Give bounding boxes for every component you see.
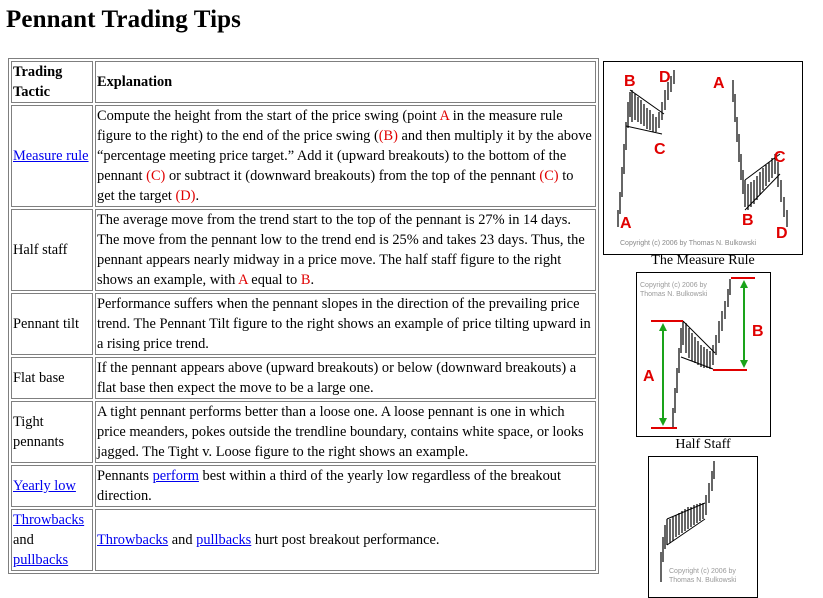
text: and — [168, 532, 197, 548]
label-a: A — [620, 215, 632, 232]
measure-rule-chart — [604, 62, 802, 254]
explanation-cell: If the pennant appears above (upward breakouts) or below (downward breakouts) a flat base then expect the move to be a large one. — [95, 357, 596, 399]
label-b: B — [624, 73, 636, 90]
measure-rule-figure — [603, 61, 803, 255]
tactic-cell: Tight pennants — [11, 401, 93, 463]
pennant-tilt-chart — [649, 457, 757, 597]
explanation-cell — [95, 105, 596, 207]
measure-rule-link[interactable]: Measure rule — [13, 148, 89, 164]
tactic-cell — [11, 509, 93, 571]
half-staff-figure — [636, 272, 771, 437]
text: and then multiply it by the above “percentage meeting price target.” Add it (upward breakouts) to the bottom of the pennant — [97, 128, 592, 184]
perform-link[interactable]: perform — [152, 468, 199, 484]
text: in the measure rule figure to the right) to the end of the price swing ( — [97, 108, 563, 144]
page-title: Pennant Trading Tips — [6, 6, 241, 33]
table-row — [11, 105, 596, 207]
text: . — [195, 188, 200, 204]
tips-table — [8, 58, 599, 574]
text: Pennants — [97, 468, 153, 484]
explanation-cell — [95, 465, 596, 507]
tactic-cell: Flat base — [11, 357, 93, 399]
text: or subtract it (downward breakouts) from the top of the pennant — [165, 168, 540, 184]
header-explanation: Explanation — [95, 61, 596, 103]
pullbacks-link[interactable]: pullbacks — [196, 532, 252, 548]
text: . — [310, 272, 315, 288]
label-d: D — [776, 225, 788, 242]
tactic-cell: Pennant tilt — [11, 293, 93, 355]
copyright-text: Thomas N. Bulkowski — [640, 291, 708, 298]
half-staff-chart — [637, 273, 770, 436]
label-a: A — [439, 108, 450, 124]
tactic-cell — [11, 465, 93, 507]
explanation-cell: A tight pennant performs better than a loose one. A loose pennant is one in which price meanders, pokes outside the trendline boundary, contains white space, or looks jagged. The Tight v. Loose figure to the right shows an example. — [95, 401, 596, 463]
level-lines — [651, 278, 755, 428]
label-b: B — [742, 212, 754, 229]
table-row — [11, 465, 596, 507]
label-c: C — [774, 149, 786, 166]
label-d: D — [659, 69, 671, 86]
explanation-cell: Performance suffers when the pennant slopes in the direction of the prevailing price trend. The Pennant Tilt figure to the right shows an example of price tilting upward in a rising price trend. — [95, 293, 596, 355]
figure-caption: Half Staff — [675, 437, 731, 452]
label-b: (B) — [378, 128, 398, 144]
throwbacks-link[interactable]: Throwbacks — [13, 512, 85, 528]
text: best within a third of the yearly low regardless of the breakout direction. — [97, 468, 561, 504]
label-c: C — [654, 141, 666, 158]
text: hurt post breakout performance. — [251, 532, 440, 548]
yearly-low-link[interactable]: Yearly low — [13, 478, 76, 494]
table-header-row — [11, 61, 596, 103]
table-row — [11, 509, 596, 571]
label-c: (C) — [539, 168, 559, 184]
copyright-text: Copyright (c) 2006 by — [640, 282, 707, 289]
label-b: B — [752, 323, 764, 340]
label-d: (D) — [175, 188, 196, 204]
price-bars — [673, 279, 730, 428]
copyright-text: Thomas N. Bulkowski — [669, 577, 737, 584]
pennant-tilt-figure — [648, 456, 758, 598]
label-a: A — [238, 272, 248, 288]
table-row — [11, 293, 596, 355]
price-bars — [618, 70, 787, 227]
explanation-cell — [95, 209, 596, 291]
label-a: A — [713, 75, 725, 92]
copyright-text: Copyright (c) 2006 by — [669, 568, 736, 575]
label-a: A — [643, 368, 655, 385]
and-text: and — [13, 532, 34, 548]
text: The average move from the trend start to the top of the pennant is 27% in 14 days. The move from the pennant low to the trend end is 25% and takes 23 days. Thus, the pennant appears nearly midway in a price move. The half staff figure to the right shows an example, with — [97, 212, 585, 288]
header-tactic: Trading Tactic — [11, 61, 93, 103]
tactic-cell — [11, 105, 93, 207]
text: equal to — [247, 272, 301, 288]
throwbacks-link[interactable]: Throwbacks — [97, 532, 169, 548]
text: to get the target — [97, 168, 574, 204]
copyright-text: Copyright (c) 2006 by Thomas N. Bulkowski — [620, 240, 757, 247]
table-row — [11, 401, 596, 463]
figure-caption: The Measure Rule — [651, 253, 755, 268]
table-row — [11, 209, 596, 291]
table-row — [11, 357, 596, 399]
pullbacks-link[interactable]: pullbacks — [13, 552, 69, 568]
tactic-cell: Half staff — [11, 209, 93, 291]
label-c: (C) — [146, 168, 166, 184]
label-b: B — [300, 272, 311, 288]
price-bars — [661, 461, 714, 582]
explanation-cell — [95, 509, 596, 571]
text: Compute the height from the start of the price swing (point — [97, 108, 440, 124]
